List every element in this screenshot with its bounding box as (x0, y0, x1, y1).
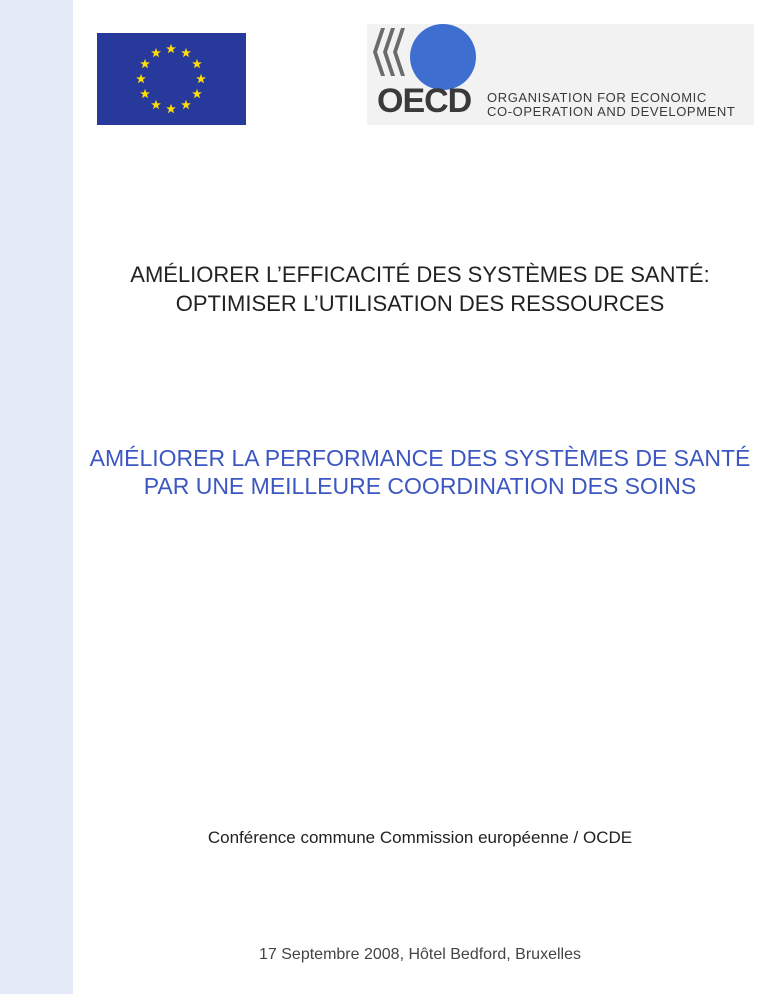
eu-star-icon (136, 74, 146, 83)
eu-flag-icon (97, 33, 246, 125)
main-title (90, 260, 750, 318)
oecd-name-line-2: CO-OPERATION AND DEVELOPMENT (487, 104, 736, 119)
oecd-full-name (487, 91, 752, 119)
eu-star-icon (196, 74, 206, 83)
conference-name: Conférence commune Commission européenne / OCDE (207, 828, 633, 847)
sub-title-line-1: AMÉLIORER LA PERFORMANCE DES SYSTÈMES DE SANTÉ (89, 445, 751, 471)
oecd-wordmark: OECD (377, 82, 472, 120)
eu-star-icon (192, 59, 202, 68)
eu-star-icon (166, 104, 176, 113)
sub-title-line-2: PAR UNE MEILLEURE COORDINATION DES SOINS (143, 473, 697, 499)
eu-star-icon (166, 44, 176, 53)
sub-title (80, 444, 760, 500)
oecd-name-line-1: ORGANISATION FOR ECONOMIC (487, 90, 707, 105)
date-venue: 17 Septembre 2008, Hôtel Bedford, Bruxelles (259, 946, 581, 963)
eu-star-icon (140, 59, 150, 68)
main-title-line-1: AMÉLIORER L’EFFICACITÉ DES SYSTÈMES DE SANTÉ: (130, 262, 710, 287)
eu-star-icon (151, 100, 161, 109)
side-band (0, 0, 73, 994)
main-title-line-2: OPTIMISER L’UTILISATION DES RESSOURCES (175, 291, 665, 316)
eu-star-icon (181, 100, 191, 109)
eu-star-icon (140, 89, 150, 98)
eu-star-icon (192, 89, 202, 98)
eu-star-icon (181, 48, 191, 57)
oecd-logo (367, 24, 754, 125)
eu-star-icon (151, 48, 161, 57)
